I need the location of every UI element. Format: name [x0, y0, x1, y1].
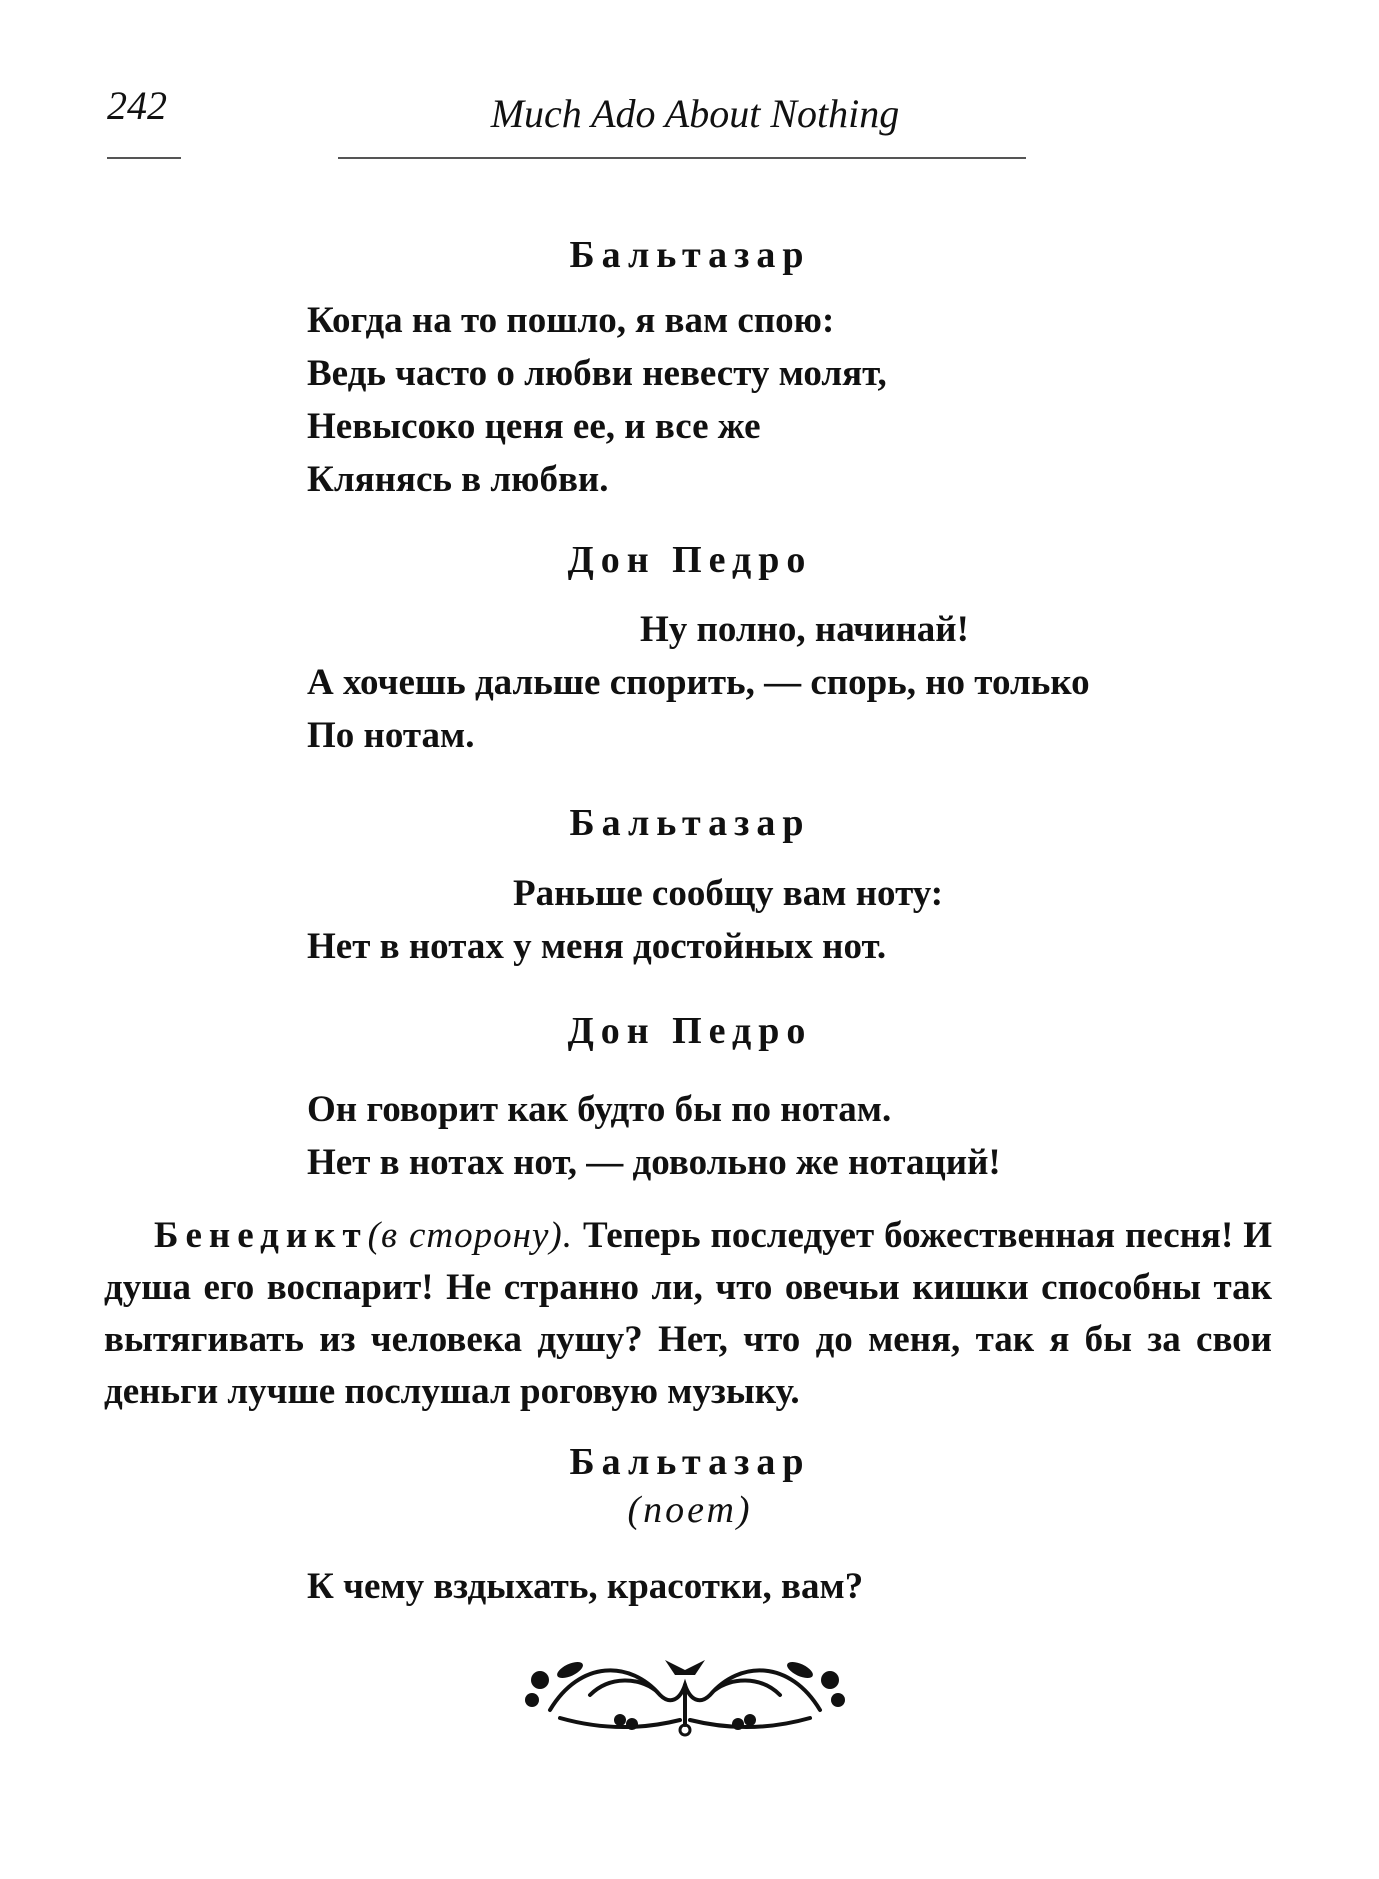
verse-line: Ну полно, начинай!	[640, 609, 969, 650]
prose-paragraph	[104, 1210, 1272, 1418]
speaker-heading: Дон Педро	[567, 1010, 813, 1052]
verse-line: Ведь часто о любви невесту молят,	[307, 353, 887, 394]
speaker-heading: Бальтазар	[569, 1441, 811, 1483]
verse-block	[307, 1560, 863, 1613]
verse-line: Клянясь в любви.	[307, 459, 609, 500]
verse-block	[307, 603, 1090, 762]
floral-tailpiece-icon	[520, 1640, 850, 1740]
running-title: Much Ado About Nothing	[490, 91, 900, 136]
verse-line: Он говорит как будто бы по нотам.	[307, 1089, 892, 1130]
speaker-heading: Дон Педро	[567, 539, 813, 581]
verse-block	[307, 867, 943, 973]
verse-line: Нет в нотах нот, — довольно же нотаций!	[307, 1142, 1001, 1183]
verse-line: Нет в нотах у меня достойных нот.	[307, 926, 887, 967]
verse-line: По нотам.	[307, 715, 475, 756]
speaker-heading: Бальтазар	[569, 234, 811, 276]
header-rule-long	[338, 157, 1026, 159]
header-rule-short	[107, 157, 181, 159]
speaker-heading: Бальтазар	[569, 802, 811, 844]
verse-line: Раньше сообщу вам ноту:	[513, 873, 944, 914]
verse-line: Невысоко ценя ее, и все же	[307, 406, 761, 447]
stage-direction: (поет)	[627, 1489, 753, 1531]
verse-line: К чему вздыхать, красотки, вам?	[307, 1566, 864, 1607]
prose-text: Теперь последует божественная песня! И душа его воспарит! Не странно ли, что овечьи кишки способны так вытягивать из человека душу? Нет, что до меня, так я бы за свои деньги лучше послушал роговую музыку.	[104, 1215, 1273, 1412]
page-number: 242	[107, 83, 167, 128]
stage-direction: (в сторону).	[367, 1215, 574, 1256]
verse-block	[307, 1083, 1001, 1189]
verse-block	[307, 294, 887, 506]
verse-line: А хочешь дальше спорить, — спорь, но только	[307, 662, 1090, 703]
speaker-inline: Бенедикт	[154, 1215, 368, 1256]
verse-line: Когда на то пошло, я вам спою:	[307, 300, 835, 341]
